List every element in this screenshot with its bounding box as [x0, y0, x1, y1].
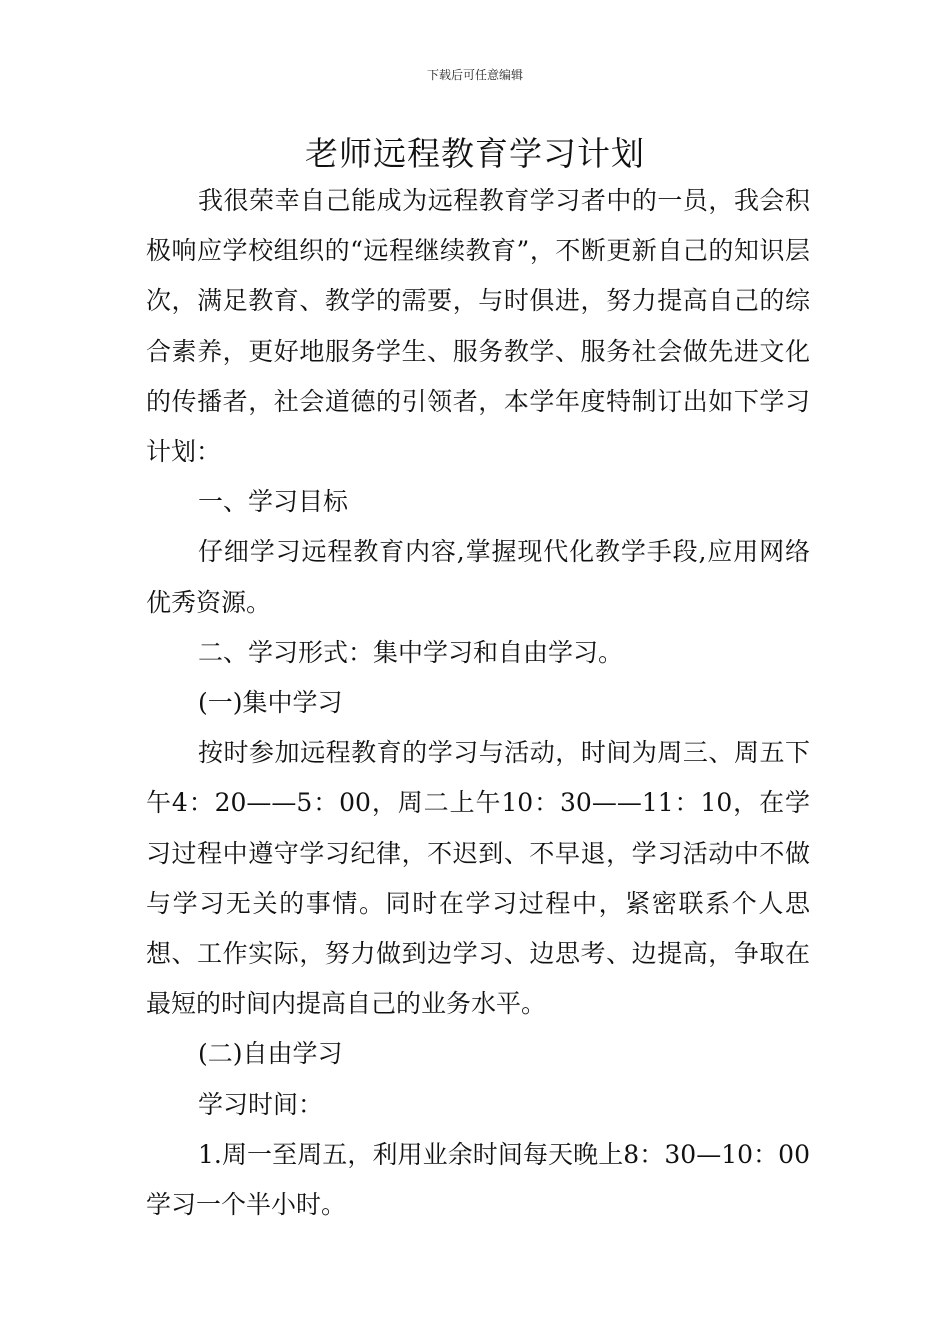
- document-title: 老师远程教育学习计划: [305, 134, 645, 173]
- header-note: 下载后可任意编辑: [426, 68, 523, 82]
- goals-paragraph: 仔细学习远程教育内容,掌握现代化教学手段,应用网络优秀资源。: [146, 537, 810, 617]
- study-time-item-1: 1.周一至周五，利用业余时间每天晚上8：30—10：00学习一个半小时。: [146, 1139, 810, 1220]
- study-time-label: 学习时间：: [198, 1089, 324, 1119]
- centralized-study-paragraph: 按时参加远程教育的学习与活动，时间为周三、周五下午4：20——5：00，周二上午10：30——11：10，在学习过程中遵守学习纪律，不迟到、不早退，学习活动中不做与学习无关的事情。同时在学习过程中，紧密联系个人思想、工作实际，努力做到边学习、边思考、边提高，争取在最短的时间内提高自己的业务水平。: [146, 738, 810, 1019]
- subheading-free-study: (二)自由学习: [198, 1039, 343, 1069]
- document-body: [146, 176, 810, 1230]
- section-heading-format: 二、学习形式：集中学习和自由学习。: [198, 637, 624, 667]
- subheading-centralized-study: (一)集中学习: [198, 688, 343, 718]
- section-heading-goals: 一、学习目标: [198, 487, 349, 517]
- intro-paragraph: 我很荣幸自己能成为远程教育学习者中的一员，我会积极响应学校组织的“远程继续教育”，不断更新自己的知识层次，满足教育、教学的需要，与时俱进，努力提高自己的综合素养，更好地服务学生、服务教学、服务社会做先进文化的传播者，社会道德的引领者，本学年度特制订出如下学习计划：: [146, 186, 810, 467]
